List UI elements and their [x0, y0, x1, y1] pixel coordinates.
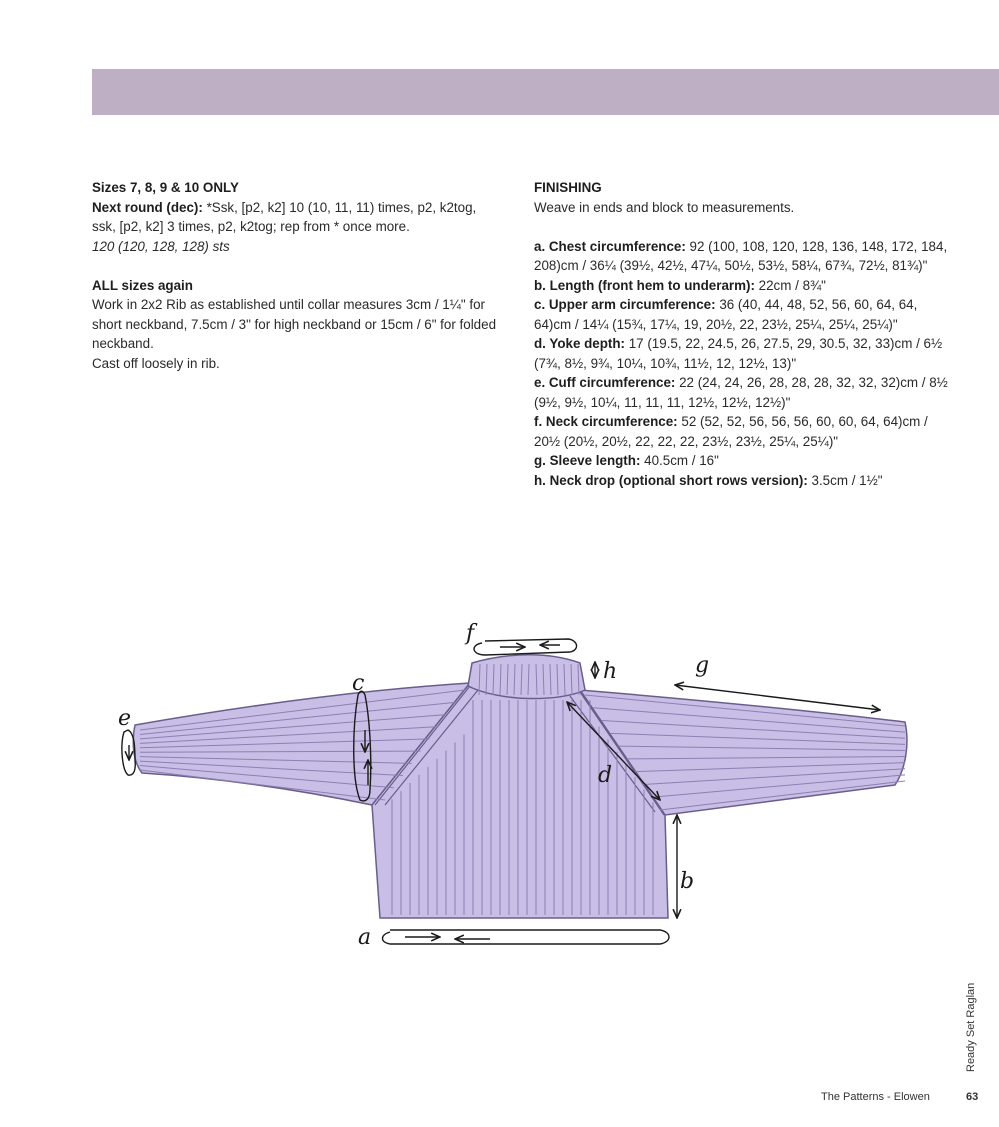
- measurement-value: 40.5cm / 16": [640, 453, 719, 468]
- finishing-intro: Weave in ends and block to measurements.: [534, 199, 795, 215]
- measurement-value: 3.5cm / 1½": [807, 472, 883, 488]
- measurement-a: [534, 237, 954, 276]
- measurement-c: [534, 295, 954, 334]
- measurement-label: g. Sleeve length:: [534, 453, 641, 468]
- measurement-label: h. Neck drop (optional short rows version):: [534, 472, 808, 488]
- stitch-count: 120 (120, 128, 128) sts: [92, 238, 230, 254]
- measurement-g: [534, 451, 954, 471]
- measurement-value: 17 (19.5, 22, 24.5, 26, 27.5, 29, 30.5, 32, 33)cm / 6½ (7¾, 8½, 9¾, 10¼, 10¾, 11½, 12, 12½, 13)": [534, 336, 943, 371]
- measurement-label: f. Neck circumference:: [534, 414, 678, 429]
- label-e: e: [118, 706, 132, 731]
- side-title-wrap: [965, 982, 999, 1084]
- measurement-h: [534, 471, 954, 491]
- measurement-value: 52 (52, 52, 56, 56, 56, 60, 60, 64, 64)cm / 20½ (20½, 20½, 22, 22, 22, 23½, 23½, 25¼, 25¼)": [534, 414, 928, 449]
- label-f: f: [466, 621, 475, 646]
- measurement-f: [534, 412, 954, 451]
- measurement-value: 22 (24, 24, 26, 28, 28, 28, 32, 32, 32)cm / 8½ (9½, 9½, 10¼, 11, 11, 11, 12½, 12½, 12½)": [534, 375, 948, 410]
- all-sizes-heading: ALL sizes again: [92, 277, 193, 293]
- measurement-label: a. Chest circumference:: [534, 238, 686, 254]
- label-h: h: [603, 659, 618, 684]
- label-a: a: [358, 925, 372, 950]
- right-column: [534, 178, 954, 490]
- measurement-label: c. Upper arm circumference:: [534, 297, 716, 312]
- measurement-b: [534, 276, 954, 296]
- measurement-value: 36 (40, 44, 48, 52, 56, 60, 64, 64, 64)cm / 14¼ (15¾, 17¼, 19, 20½, 22, 23½, 25¼, 25¼, 25¼)": [534, 297, 918, 332]
- measurement-d: [534, 334, 954, 373]
- arrow-f: [474, 639, 577, 655]
- measurement-label: d. Yoke depth:: [534, 336, 626, 351]
- left-column: [92, 178, 502, 373]
- label-b: b: [680, 869, 695, 894]
- rib-paragraph: Work in 2x2 Rib as established until collar measures 3cm / 1¼" for short neckband, 7.5cm / 3" for high neckband or 15cm / 6" for folded neckband.: [92, 297, 497, 351]
- label-c: c: [352, 671, 365, 696]
- collar: [468, 655, 585, 699]
- footer-section: The Patterns - Elowen: [821, 1091, 930, 1103]
- sweater-schematic: [100, 600, 920, 970]
- cast-off-text: Cast off loosely in rib.: [92, 355, 220, 371]
- measurement-value: 22cm / 8¾": [754, 277, 826, 293]
- header-banner: [92, 69, 999, 115]
- label-d: d: [598, 763, 613, 788]
- sizes-heading: Sizes 7, 8, 9 & 10 ONLY: [92, 180, 239, 195]
- measurement-e: [534, 373, 954, 412]
- finishing-heading: FINISHING: [534, 180, 602, 195]
- side-title: Ready Set Raglan: [965, 982, 977, 1072]
- page-number: 63: [966, 1091, 979, 1103]
- next-round-text: *Ssk, [p2, k2] 10 (10, 11, 11) times, p2, k2tog, ssk, [p2, k2] 3 times, p2, k2tog; rep from * once more.: [92, 199, 477, 234]
- next-round-paragraph: [92, 198, 502, 237]
- next-round-label: Next round (dec):: [92, 199, 203, 215]
- measurement-label: e. Cuff circumference:: [534, 375, 676, 390]
- label-g: g: [695, 653, 710, 678]
- measurement-label: b. Length (front hem to underarm):: [534, 277, 755, 293]
- measurement-value: 92 (100, 108, 120, 128, 136, 148, 172, 184, 208)cm / 36¼ (39½, 42½, 47¼, 50½, 53½, 58¼, 67¾, 72½, 81¾)": [534, 238, 948, 273]
